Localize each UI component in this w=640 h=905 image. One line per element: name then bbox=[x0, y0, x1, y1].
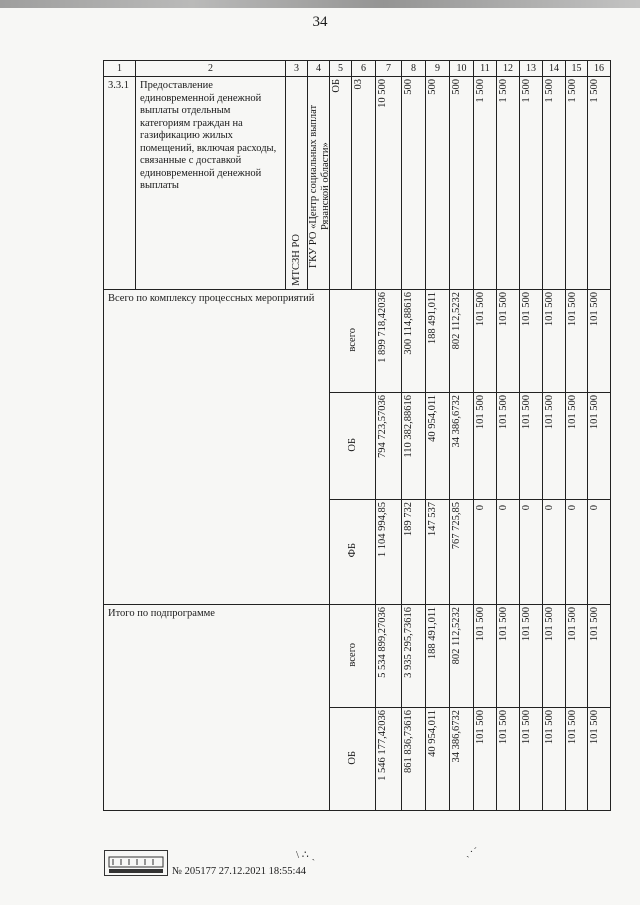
column-number: 16 bbox=[588, 61, 611, 77]
column-number: 9 bbox=[426, 61, 450, 77]
cell-value: 101 500 bbox=[498, 292, 509, 327]
executor: МТСЗН РО bbox=[291, 234, 302, 286]
cell-value: 101 500 bbox=[544, 607, 555, 642]
cell-value: 101 500 bbox=[544, 292, 555, 327]
cell-value: ФБ bbox=[347, 543, 358, 558]
cell-value: 0 bbox=[544, 504, 555, 510]
total-label: Итого по подпрограмме bbox=[104, 605, 330, 811]
cell-value: 1 500 bbox=[589, 79, 600, 103]
cell-value: 0 bbox=[475, 504, 486, 510]
handwritten-mark: \ ∴ ˎ bbox=[296, 849, 316, 861]
cell-value: 101 500 bbox=[475, 292, 486, 327]
cell-value: 101 500 bbox=[567, 395, 578, 430]
total-label: Всего по комплексу процессных мероприятий bbox=[104, 290, 330, 605]
cell-value: 110 382,88616 bbox=[403, 395, 414, 458]
handwritten-mark-2: ˎ·ˊ bbox=[466, 846, 477, 858]
cell-value: 1 500 bbox=[475, 79, 486, 103]
cell-value: 101 500 bbox=[544, 395, 555, 430]
column-number: 4 bbox=[308, 61, 330, 77]
column-number: 12 bbox=[497, 61, 520, 77]
row-title: Предоставление единовременной денежной выплаты отдельным категориям граждан на газификацию жилых помещений, включая расходы, связанные с доставкой единовременной денежной выплаты bbox=[136, 77, 286, 290]
cell-value: всего bbox=[347, 642, 358, 667]
cell-value: 1 500 bbox=[498, 79, 509, 103]
cell-value: 0 bbox=[589, 504, 600, 510]
column-number: 13 bbox=[520, 61, 543, 77]
cell-value: 101 500 bbox=[498, 607, 509, 642]
table-row bbox=[104, 77, 611, 290]
seal-stamp bbox=[104, 850, 168, 876]
executor-2: ГКУ РО «Центр социальных выплат Рязанской области» bbox=[308, 104, 331, 268]
cell-value: ОБ bbox=[331, 79, 342, 93]
cell-value: 500 bbox=[427, 79, 438, 95]
table-row bbox=[104, 605, 611, 708]
column-number: 11 bbox=[474, 61, 497, 77]
cell-value: 1 500 bbox=[521, 79, 532, 103]
cell-value: 34 386,6732 bbox=[451, 395, 462, 448]
cell-value: 189 732 bbox=[403, 502, 414, 537]
table-row bbox=[104, 290, 611, 393]
cell-value: 794 723,57036 bbox=[377, 395, 388, 458]
cell-value: 0 bbox=[567, 504, 578, 510]
cell-value: 3 935 295,73616 bbox=[403, 607, 414, 678]
column-number: 15 bbox=[566, 61, 588, 77]
cell-value: 188 491,011 bbox=[427, 607, 438, 660]
header-row bbox=[104, 61, 611, 77]
cell-value: 101 500 bbox=[589, 292, 600, 327]
cell-value: 500 bbox=[403, 79, 414, 95]
cell-value: 101 500 bbox=[589, 607, 600, 642]
column-number: 14 bbox=[543, 61, 566, 77]
column-number: 8 bbox=[402, 61, 426, 77]
cell-value: 101 500 bbox=[589, 710, 600, 745]
cell-value: 1 899 718,42036 bbox=[377, 292, 388, 363]
column-number: 2 bbox=[136, 61, 286, 77]
column-number: 6 bbox=[352, 61, 376, 77]
row-code: 3.3.1 bbox=[104, 77, 136, 290]
cell-value: 1 104 994,85 bbox=[377, 502, 388, 558]
cell-value: 767 725,85 bbox=[451, 502, 462, 550]
cell-value: 101 500 bbox=[475, 607, 486, 642]
cell-value: 101 500 bbox=[521, 292, 532, 327]
cell-value: 101 500 bbox=[521, 710, 532, 745]
cell-value: 101 500 bbox=[589, 395, 600, 430]
page-number: 34 bbox=[312, 14, 328, 30]
cell-value: 500 bbox=[451, 79, 462, 95]
cell-value: 802 112,5232 bbox=[451, 607, 462, 665]
cell-value: 147 537 bbox=[427, 502, 438, 537]
cell-value: 101 500 bbox=[475, 395, 486, 430]
cell-value: 5 534 899,27036 bbox=[377, 607, 388, 678]
cell-value: 40 954,011 bbox=[427, 395, 438, 442]
budget-table bbox=[103, 60, 611, 811]
column-number: 7 bbox=[376, 61, 402, 77]
registration-stamp: № 205177 27.12.2021 18:55:44 bbox=[172, 866, 306, 877]
cell-value: 1 500 bbox=[544, 79, 555, 103]
cell-value: 40 954,011 bbox=[427, 710, 438, 757]
cell-value: 101 500 bbox=[567, 607, 578, 642]
cell-value: 101 500 bbox=[521, 607, 532, 642]
column-number: 1 bbox=[104, 61, 136, 77]
cell-value: 861 836,73616 bbox=[403, 710, 414, 773]
column-number: 10 bbox=[450, 61, 474, 77]
cell-value: 101 500 bbox=[521, 395, 532, 430]
cell-value: 101 500 bbox=[498, 395, 509, 430]
cell-value: всего bbox=[347, 327, 358, 352]
scan-edge bbox=[0, 0, 640, 8]
cell-value: 802 112,5232 bbox=[451, 292, 462, 350]
cell-value: 101 500 bbox=[567, 292, 578, 327]
cell-value: 300 114,88616 bbox=[403, 292, 414, 355]
column-number: 3 bbox=[286, 61, 308, 77]
cell-value: 101 500 bbox=[544, 710, 555, 745]
cell-value: 101 500 bbox=[498, 710, 509, 745]
cell-value: 1 546 177,42036 bbox=[377, 710, 388, 781]
cell-value: 101 500 bbox=[567, 710, 578, 745]
cell-value: 188 491,011 bbox=[427, 292, 438, 345]
cell-value: 101 500 bbox=[475, 710, 486, 745]
cell-value: 0 bbox=[521, 504, 532, 510]
cell-value: ОБ bbox=[347, 437, 358, 452]
cell-value: 03 bbox=[353, 79, 364, 90]
cell-value: 1 500 bbox=[567, 79, 578, 103]
column-number: 5 bbox=[330, 61, 352, 77]
cell-value: 34 386,6732 bbox=[451, 710, 462, 763]
cell-value: 0 bbox=[498, 504, 509, 510]
cell-value: 10 500 bbox=[377, 79, 388, 108]
cell-value: ОБ bbox=[347, 750, 358, 765]
